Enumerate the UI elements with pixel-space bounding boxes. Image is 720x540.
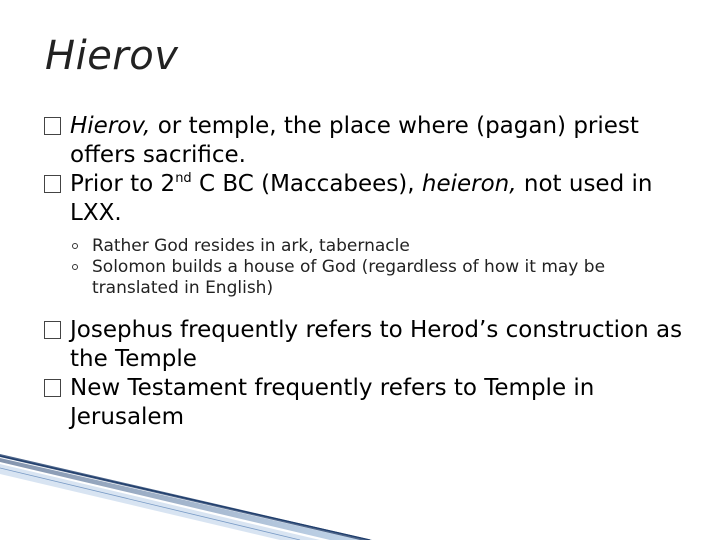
bullet-text: not used in LXX. (70, 171, 653, 226)
bullet-text: New Testament frequently refers to Temple in Jerusalem (70, 375, 595, 430)
ordinal-superscript: nd (175, 171, 192, 186)
bullet-text: Josephus frequently refers to Herod’s construction as the Temple (70, 317, 683, 372)
slide-body (44, 112, 694, 432)
bullet-emphasis: heieron, (421, 171, 517, 197)
square-bullet-icon (44, 379, 61, 397)
subbullet-text: Rather God resides in ark, tabernacle (92, 236, 410, 256)
bullet-emphasis: Hierov, (70, 113, 151, 139)
square-bullet-icon (44, 321, 61, 339)
corner-decoration (0, 440, 720, 540)
circle-bullet-icon (72, 243, 78, 249)
bullet-text: C BC (Maccabees), (191, 171, 422, 197)
square-bullet-icon (44, 175, 61, 193)
circle-bullet-icon (72, 264, 78, 270)
square-bullet-icon (44, 117, 61, 135)
bullet-josephus (44, 316, 694, 374)
bullet-hierov (44, 112, 694, 170)
slide-title: Hierov (45, 33, 179, 79)
bullet-text: Prior to 2 (70, 171, 176, 197)
bullet-text: or temple, the place where (pagan) priest offers sacrifice. (70, 113, 639, 168)
bullet-prior (44, 170, 694, 228)
subbullet-ark (44, 236, 694, 257)
bullet-new-testament (44, 374, 694, 432)
subbullet-text: Solomon builds a house of God (regardless of how it may be translated in English) (92, 257, 606, 298)
subbullet-solomon (44, 257, 694, 299)
